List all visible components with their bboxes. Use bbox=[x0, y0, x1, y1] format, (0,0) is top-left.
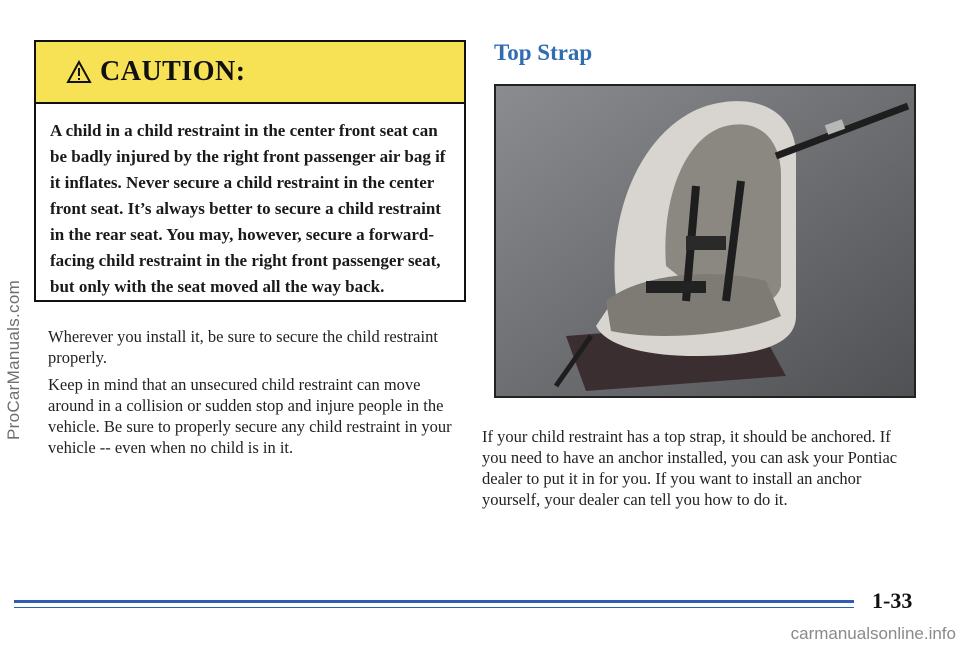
caution-header bbox=[36, 42, 464, 104]
caution-title: CAUTION: bbox=[100, 56, 246, 87]
caution-box bbox=[34, 40, 466, 302]
warning-triangle-icon bbox=[66, 60, 92, 84]
left-paragraph-2: Keep in mind that an unsecured child restraint can move around in a collision or sudden stop and injure people in the vehicle. Be sure to properly secure any child restraint in your vehicle -- even when no child is in it. bbox=[48, 375, 452, 457]
section-heading: Top Strap bbox=[494, 40, 593, 65]
footer-rule-thick bbox=[14, 600, 854, 603]
page-number: 1-33 bbox=[872, 588, 913, 613]
left-paragraph-1: Wherever you install it, be sure to secure the child restraint properly. bbox=[48, 327, 438, 367]
child-seat-illustration bbox=[496, 86, 914, 396]
caution-body: A child in a child restraint in the center front seat can be badly injured by the right front passenger air bag if it inflates. Never secure a child restraint in the center front seat. It’s always better to secure a child restraint in the rear seat. You may, however, secure a forward-facing child restraint in the right front passenger seat, but only with the seat moved all the way back. bbox=[50, 121, 446, 296]
right-paragraph: If your child restraint has a top strap, it should be anchored. If you need to have an anchor installed, you can ask your Pontiac dealer to put it in for you. If you want to install an anchor yourself, your dealer can tell you how to do it. bbox=[482, 427, 898, 509]
child-seat-photo bbox=[494, 84, 916, 398]
footer-watermark: carmanualsonline.info bbox=[790, 624, 956, 643]
footer-rule-thin bbox=[14, 607, 854, 608]
side-watermark: ProCarManuals.com bbox=[4, 279, 23, 441]
